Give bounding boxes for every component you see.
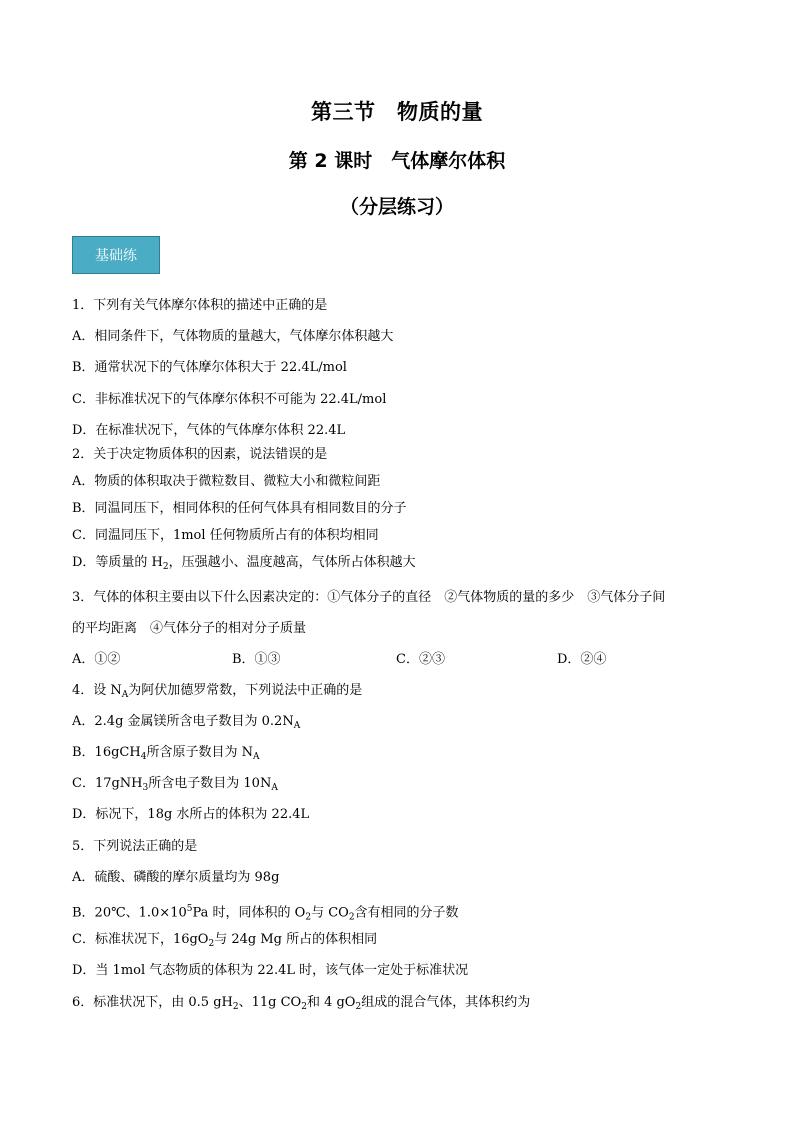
q4-stem-text: 4．设 N [72, 683, 122, 698]
q3-stem-line1: 3．气体的体积主要由以下什么因素决定的：①气体分子的直径 ②气体物质的量的多少 ③气体分子间 [72, 590, 666, 605]
q5-b-text-3: 与 CO [311, 905, 349, 921]
q5-stem: 5．下列说法正确的是 [72, 839, 198, 854]
q4-stem-text-2: 为阿伏加德罗常数，下列说法中正确的是 [128, 683, 363, 698]
q6-sub3: 2 [355, 1002, 362, 1012]
q5-option-c [72, 931, 377, 953]
q1-stem: 1．下列有关气体摩尔体积的描述中正确的是 [72, 298, 328, 313]
q5-c-text-2: 与 24g Mg 所占的体积相同 [214, 932, 378, 947]
q2-option-a: A．物质的体积取决于微粒数目、微粒大小和微粒间距 [72, 474, 381, 489]
q6-text: 6．标准状况下，由 0.5 gH [72, 995, 233, 1010]
q4-option-b [72, 744, 259, 766]
q3-stem-line2: 的平均距离 ④气体分子的相对分子质量 [72, 621, 307, 636]
q5-option-b [72, 900, 459, 926]
q5-b-text-2: Pa 时，同体积的 O [192, 905, 306, 921]
q4-b-sub1: 4 [140, 752, 147, 762]
q1-option-a: A．相同条件下，气体物质的量越大，气体摩尔体积越大 [72, 329, 394, 344]
badge-label: 基础练 [95, 248, 137, 264]
q6-stem [72, 994, 530, 1016]
q2-option-c: C．同温同压下，1mol 任何物质所占有的体积均相同 [72, 528, 379, 543]
q5-c-text: C．标准状况下，16gO [72, 932, 209, 947]
q4-option-d: D．标况下，18g 水所占的体积为 22.4L [72, 807, 310, 822]
q5-b-sub2: 2 [348, 912, 355, 923]
q4-option-c [72, 775, 278, 797]
basic-practice-badge [72, 236, 160, 274]
q1-option-d: D．在标准状况下，气体的气体摩尔体积 22.4L [72, 423, 346, 438]
q6-text-2: 、11g CO [238, 995, 302, 1010]
q4-c-sub2: A [271, 783, 278, 793]
q4-a-sub: A [293, 721, 301, 731]
q4-option-a [72, 713, 300, 735]
q6-text-3: 和 4 gO [306, 995, 356, 1010]
q5-b-sub1: 2 [305, 912, 312, 923]
q1-option-c: C．非标准状况下的气体摩尔体积不可能为 22.4L/mol [72, 392, 387, 407]
q3-option-d: D．②④ [557, 652, 607, 667]
q4-stem-sub: A [121, 690, 129, 700]
q2-option-d [72, 554, 416, 576]
q5-option-a: A．硫酸、磷酸的摩尔质量均为 98g [72, 870, 280, 885]
q6-sub2: 2 [301, 1002, 307, 1012]
section-title: 第三节 物质的量 [311, 100, 483, 124]
q3-option-a: A．①② [72, 652, 121, 667]
q6-text-4: 组成的混合气体，其体积约为 [361, 995, 531, 1010]
q5-b-text: B．20℃、1.0×10 [72, 905, 187, 921]
q4-a-text: A．2.4g 金属镁所含电子数目为 0.2N [72, 714, 294, 729]
q4-b-text-2: 所含原子数目为 N [146, 745, 253, 760]
q5-b-text-4: 含有相同的分子数 [354, 905, 459, 921]
q5-b-sup: 5 [186, 904, 193, 914]
q4-b-text: B．16gCH [72, 745, 141, 760]
q4-c-text: C．17gNH [72, 776, 143, 791]
q2-d-sub: 2 [162, 562, 169, 572]
q5-c-sub: 2 [208, 939, 215, 949]
subtitle: （分层练习） [339, 196, 454, 218]
q2-stem: 2．关于决定物质体积的因素，说法错误的是 [72, 447, 328, 462]
q2-d-text: D．等质量的 H [72, 555, 163, 570]
q3-option-c: C．②③ [396, 652, 445, 667]
q3-option-b: B．①③ [232, 652, 281, 667]
q4-c-sub1: 3 [142, 783, 149, 793]
q2-d-text-2: ，压强越小、温度越高，气体所占体积越大 [168, 555, 416, 570]
q4-b-sub2: A [252, 752, 260, 762]
q4-stem [72, 682, 362, 704]
q1-option-b: B．通常状况下的气体摩尔体积大于 22.4L/mol [72, 360, 347, 375]
q5-option-d: D．当 1mol 气态物质的体积为 22.4L 时，该气体一定处于标准状况 [72, 963, 469, 978]
q2-option-b: B．同温同压下，相同体积的任何气体具有相同数目的分子 [72, 501, 407, 516]
q4-c-text-2: 所含电子数目为 10N [148, 776, 272, 791]
q6-sub1: 2 [232, 1002, 239, 1012]
lesson-title: 第 2 课时 气体摩尔体积 [288, 150, 506, 172]
